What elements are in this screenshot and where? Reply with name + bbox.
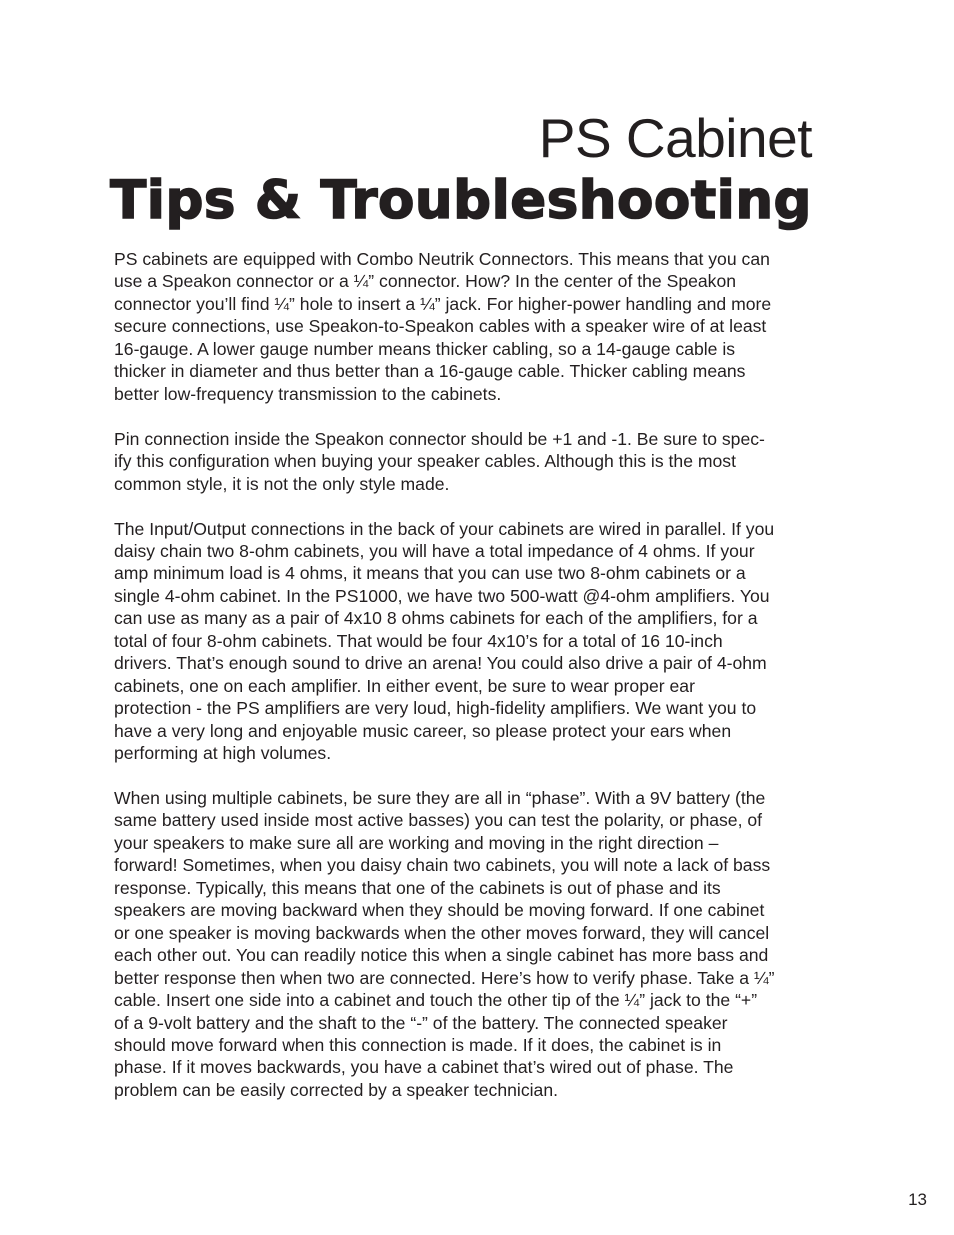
body-text	[114, 248, 830, 1124]
title-ps-cabinet: PS Cabinet	[538, 107, 812, 169]
paragraph-connectors: PS cabinets are equipped with Combo Neutrik Connectors. This means that you can use a Speakon connector or a ¼” connector. How? In the center of the Speakon connector you’ll find ¼” hole to insert a ¼” jack. For higher-power handling and more secure connections, use Speakon-to-Speakon cables with a speaker wire of at least 16-gauge. A lower gauge number means thicker cabling, so a 14-gauge cable is thicker in diameter and thus better than a 16-gauge cable. Thicker cabling means better low-frequency transmission to the cabinets.	[114, 249, 772, 404]
paragraph-phase: When using multiple cabinets, be sure they are all in “phase”. With a 9V battery (the same battery used inside most active basses) you can test the polarity, or phase, of your speakers to make sure all are working and moving in the right direction – forward! Sometimes, when you daisy chain two cabinets, you will note a lack of bass response. Typically, this means that one of the cabinets is out of phase and its speakers are moving backward when they should be moving forward. If one cabinet or one speaker is moving backwards when the other moves forward, they will cancel each other out. You can readily notice this when a single cabinet has more bass and better response then when two are connected. Here’s how to verify phase. Take a ¼” cable. Insert one side into a cabinet and touch the other tip of the ¼” jack to the “+” of a 9-volt battery and the shaft to the “-” of the battery. The connected speaker should move forward when this connection is made. If it does, the cabinet is in phase. If it moves backwards, you have a cabinet that’s wired out of phase. The problem can be easily corrected by a speaker technician.	[114, 788, 775, 1100]
page-title	[110, 108, 812, 234]
paragraph-pin-connection: Pin connection inside the Speakon connector should be +1 and -1. Be sure to spec- ify this configuration when buying your speaker cables. Although this is the most common style, it is not the only style made.	[114, 428, 765, 494]
title-tips-troubleshooting: Tips & Troubleshooting	[110, 170, 812, 231]
paragraph-impedance: The Input/Output connections in the back of your cabinets are wired in parallel. If you daisy chain two 8-ohm cabinets, you will have a total impedance of 4 ohms. If your amp minimum load is 4 ohms, it means that you can use two 8-ohm cabinets or a single 4-ohm cabinet. In the PS1000, we have two 500-watt @4-ohm amplifiers. You can use as many as a pair of 4x10 8 ohms cabinets for each of the amplifiers, for a total of four 8-ohm cabinets. That would be four 4x10’s for a total of 16 10-inch drivers. That’s enough sound to drive an arena! You could also drive a pair of 4-ohm cabinets, one on each amplifier. In either event, be sure to wear proper ear protection - the PS amplifiers are very loud, high-fidelity amplifiers. We want you to have a very long and enjoyable music career, so please protect your ears when performing at high volumes.	[114, 518, 775, 764]
page-number: 13	[908, 1190, 927, 1209]
